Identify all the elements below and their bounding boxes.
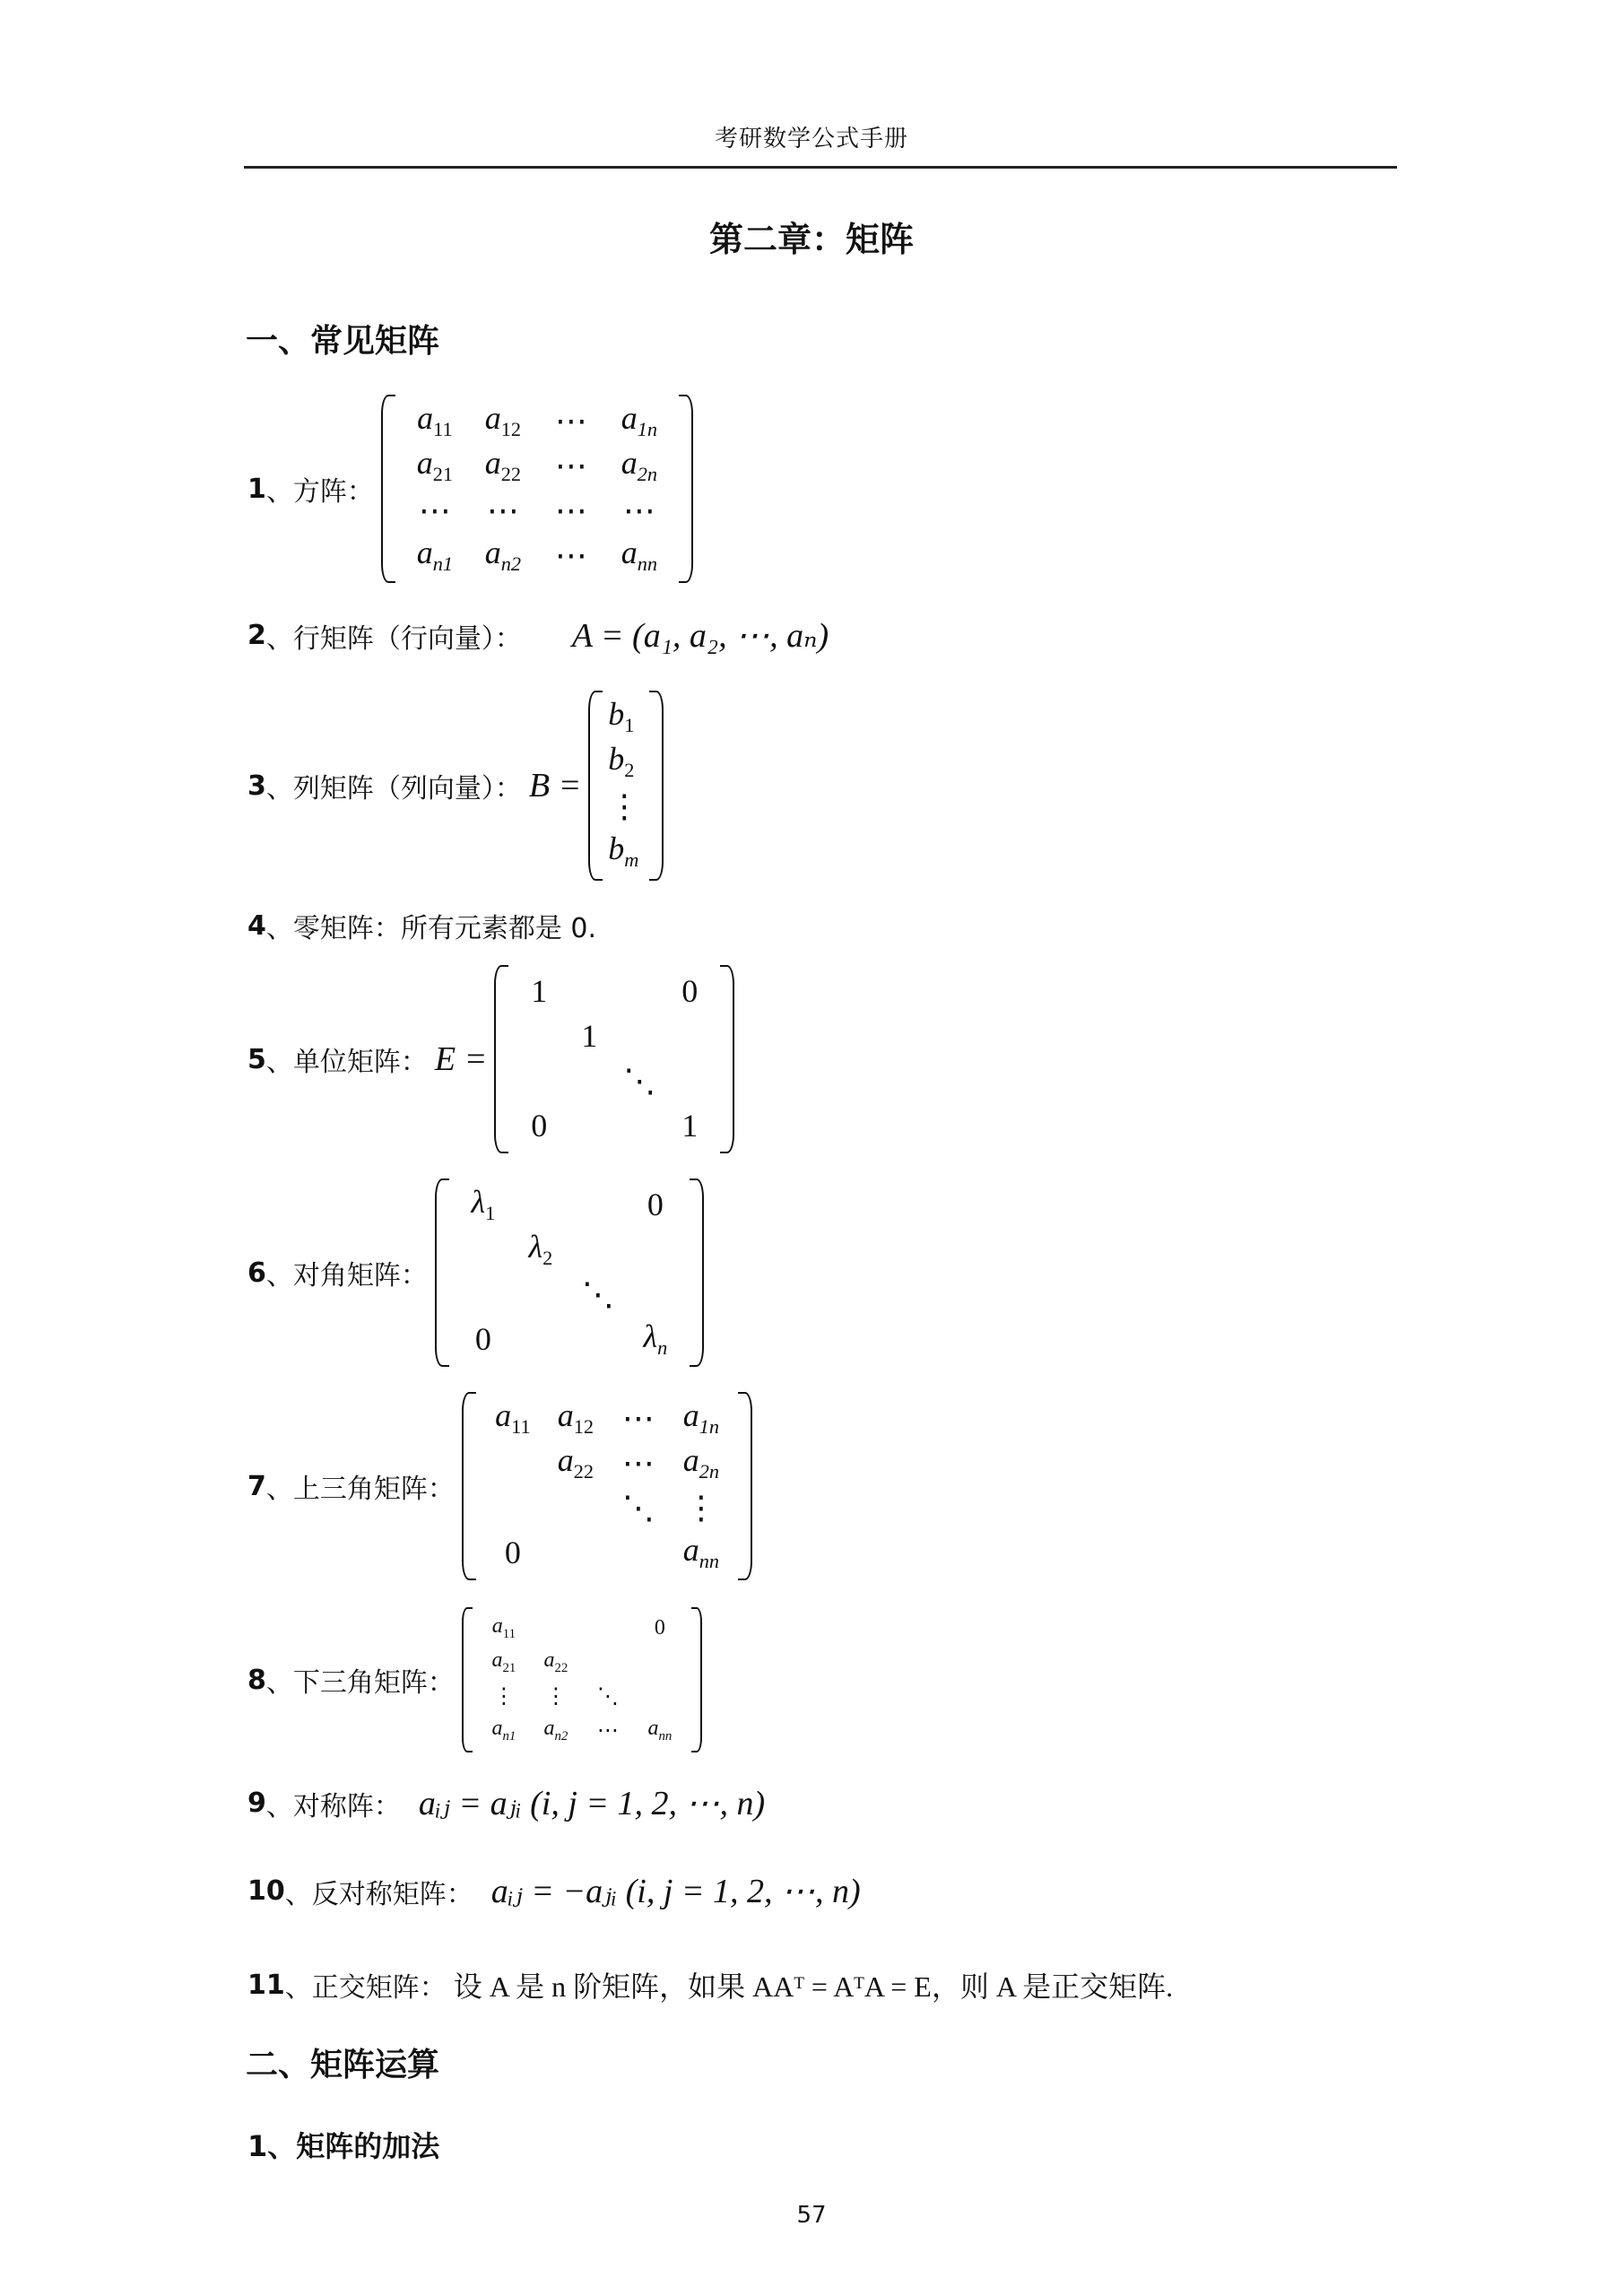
chapter-title: 第二章：矩阵 (708, 220, 914, 259)
item-label: 、方阵： (265, 476, 374, 508)
item-lower-triangular-matrix (247, 1607, 702, 1752)
header-rule (244, 166, 1397, 169)
antisymmetric-formula: aᵢⱼ = −aⱼᵢ (i, j = 1, 2, ⋯, n) (490, 1873, 861, 1910)
item-label: 、对角矩阵： (265, 1260, 428, 1292)
symmetric-formula: aᵢⱼ = aⱼᵢ (i, j = 1, 2, ⋯, n) (418, 1785, 766, 1822)
item-label: 、对称阵： (265, 1790, 401, 1822)
left-paren (381, 395, 395, 583)
right-paren (720, 965, 734, 1153)
right-paren (690, 1178, 704, 1367)
item-number: 10 (247, 1875, 285, 1907)
square-matrix (381, 395, 693, 583)
diagonal-matrix (435, 1178, 704, 1367)
lower-triangular-matrix (462, 1607, 702, 1752)
matrix-grid: $a_{11}$ $a_{12}$ ⋯ $a_{1n}$ $a_{22}$ ⋯ $a_{2n}$ ⋱ ⋮ 0 $a_{nn}$ (495, 1397, 720, 1573)
item-label: 、行矩阵（行向量）： (265, 622, 522, 655)
item-symmetric-matrix (247, 1783, 765, 1823)
section-heading-common-matrices: 一、常见矩阵 (246, 323, 440, 360)
left-paren (494, 965, 508, 1153)
right-paren (679, 395, 693, 583)
item-number: 9 (247, 1787, 266, 1819)
item-number: 3 (247, 770, 266, 802)
item-antisymmetric-matrix (247, 1871, 861, 1911)
item-orthogonal-matrix (247, 1964, 1173, 2005)
item-upper-triangular-matrix (247, 1392, 752, 1580)
item-row-matrix (247, 615, 829, 656)
matrix-grid: 1 0 1 ⋱ 0 1 (531, 973, 699, 1144)
left-paren (462, 1392, 476, 1580)
identity-lhs: E = (434, 1040, 488, 1078)
item-label: 、零矩阵：所有元素都是 0. (265, 913, 597, 944)
identity-matrix (494, 965, 734, 1153)
item-number: 7 (247, 1470, 266, 1502)
item-number: 11 (247, 1969, 285, 2001)
right-paren (649, 691, 664, 881)
item-diagonal-matrix (247, 1178, 704, 1367)
right-paren (691, 1607, 702, 1752)
column-vector-lhs: B = (528, 767, 582, 804)
item-label: 、反对称矩阵： (284, 1878, 473, 1910)
item-number: 8 (247, 1664, 266, 1696)
running-header: 考研数学公式手册 (714, 126, 908, 152)
column-vector-matrix (588, 691, 664, 881)
item-zero-matrix (247, 906, 603, 945)
matrix-grid: $\lambda_1$ 0 $\lambda_2$ ⋱ 0 $\lambda_n$ (471, 1184, 668, 1360)
left-paren (435, 1178, 449, 1367)
item-identity-matrix (247, 965, 734, 1153)
item-number: 5 (247, 1043, 266, 1075)
left-paren (462, 1607, 473, 1752)
item-label: 、上三角矩阵： (265, 1474, 455, 1505)
item-label: 、正交矩阵： (284, 1972, 447, 2004)
section-heading-matrix-operations: 二、矩阵运算 (246, 2047, 440, 2083)
item-label: 、列矩阵（列向量）： (265, 773, 522, 804)
item-number: 4 (247, 909, 266, 942)
matrix-grid: $a_{11}$ $a_{12}$ ⋯ $a_{1n}$ $a_{21}$ $a_{22}$ ⋯ $a_{2n}$ ⋯ ⋯ ⋯ ⋯ $a_{n1}$ $a_{n2}$ ⋯ $a_{nn}$ (416, 400, 658, 576)
upper-triangular-matrix (462, 1392, 752, 1580)
item-number: 6 (247, 1257, 266, 1289)
row-vector-formula: A = (a₁, a₂, ⋯, aₙ) (571, 617, 829, 655)
right-paren (738, 1392, 752, 1580)
item-number: 2 (247, 620, 266, 651)
left-paren (588, 691, 603, 881)
page-number: 57 (796, 2202, 827, 2229)
item-label: 、单位矩阵： (265, 1047, 428, 1078)
matrix-grid: $a_{11}$ 0 $a_{21}$ $a_{22}$ ⋮ ⋮ ⋱ $a_{n1}$ $a_{n2}$ ⋯ $a_{nn}$ (491, 1613, 673, 1744)
item-square-matrix (247, 395, 693, 583)
matrix-grid: $b_1$ $b_2$ ⋮ $b_m$ (608, 696, 641, 872)
sub-heading-matrix-addition: 1、矩阵的加法 (247, 2129, 440, 2163)
item-number: 1 (247, 473, 266, 505)
item-column-matrix (247, 691, 664, 881)
item-label: 、下三角矩阵： (265, 1667, 455, 1699)
orthogonal-description: 设 A 是 n 阶矩阵，如果 AAᵀ = AᵀA = E，则 A 是正交矩阵. (453, 1970, 1174, 2003)
